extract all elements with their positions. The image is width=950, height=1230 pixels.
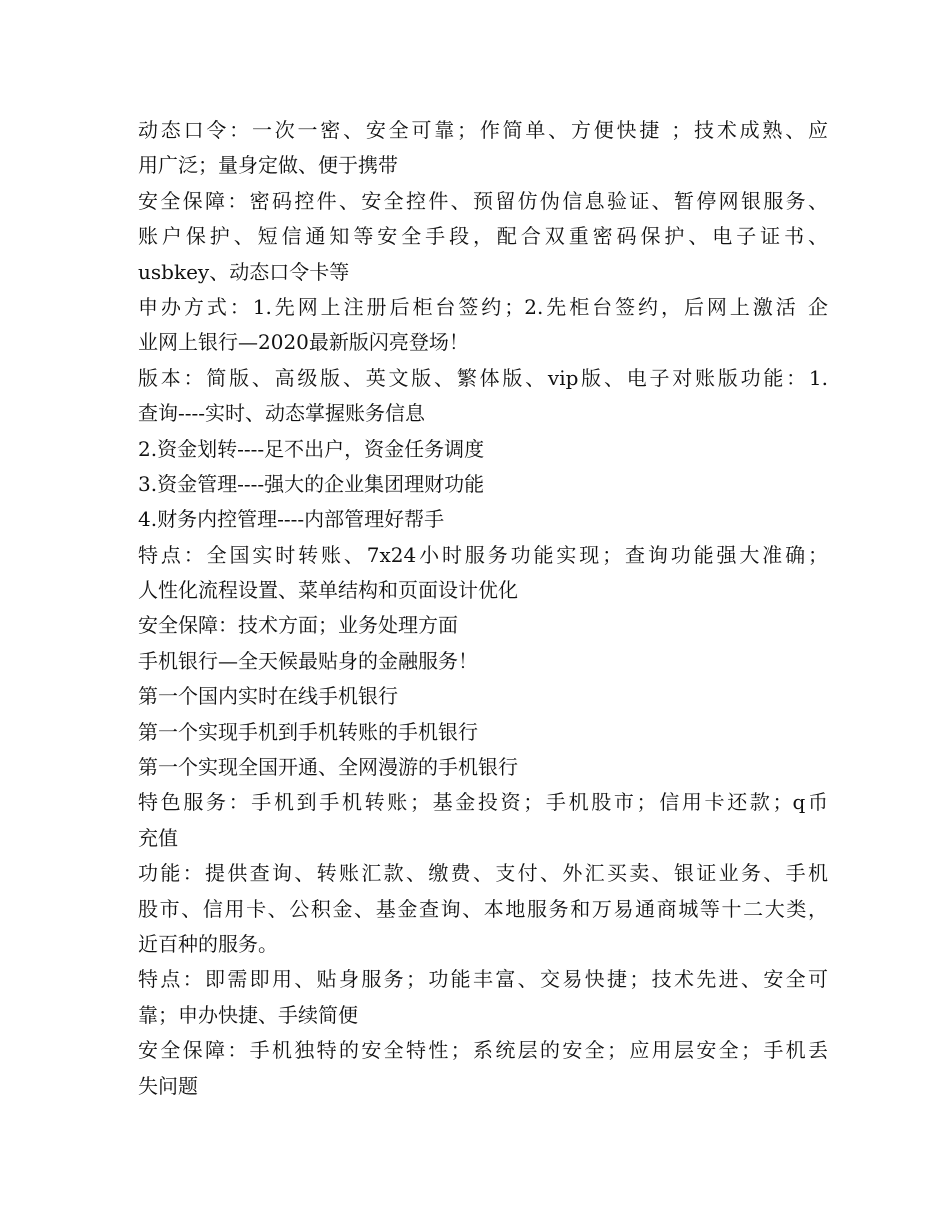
text-line-2: 用广泛；量身定做、便于携带 xyxy=(138,153,398,178)
text-line-11: 3.资金管理----强大的企业集团理财功能 xyxy=(138,471,485,496)
text-line-4: 账户保护、短信通知等安全手段，配合双重密码保护、电子证书、 xyxy=(138,224,828,249)
text-line-3: 安全保障：密码控件、安全控件、预留仿伪信息验证、暂停网银服务、 xyxy=(138,188,828,213)
text-line-20: 特色服务：手机到手机转账；基金投资；手机股市；信用卡还款；q币 xyxy=(138,790,828,815)
text-line-26: 靠；申办快捷、手续简便 xyxy=(138,1002,358,1027)
text-line-18: 第一个实现手机到手机转账的手机银行 xyxy=(138,719,478,744)
text-line-6: 申办方式：1.先网上注册后柜台签约；2.先柜台签约，后网上激活 企 xyxy=(138,294,828,319)
text-line-7: 业网上银行—2020最新版闪亮登场！ xyxy=(138,330,469,355)
text-line-9: 查询----实时、动态掌握账务信息 xyxy=(138,401,426,426)
text-line-22: 功能：提供查询、转账汇款、缴费、支付、外汇买卖、银证业务、手机 xyxy=(138,861,828,886)
text-line-16: 手机银行—全天候最贴身的金融服务！ xyxy=(138,648,478,673)
text-line-27: 安全保障：手机独特的安全特性；系统层的安全；应用层安全；手机丢 xyxy=(138,1038,828,1063)
text-line-24: 近百种的服务。 xyxy=(138,931,278,956)
text-line-13: 特点：全国实时转账、7x24小时服务功能实现；查询功能强大准确； xyxy=(138,542,828,567)
text-line-28: 失问题 xyxy=(138,1073,198,1098)
text-line-5: usbkey、动态口令卡等 xyxy=(138,259,350,284)
document-body xyxy=(138,113,828,1104)
text-line-25: 特点：即需即用、贴身服务；功能丰富、交易快捷；技术先进、安全可 xyxy=(138,967,828,992)
text-line-17: 第一个国内实时在线手机银行 xyxy=(138,684,398,709)
text-line-12: 4.财务内控管理----内部管理好帮手 xyxy=(138,507,445,532)
text-line-10: 2.资金划转----足不出户，资金任务调度 xyxy=(138,436,485,461)
text-line-21: 充值 xyxy=(138,825,178,850)
text-line-14: 人性化流程设置、菜单结构和页面设计优化 xyxy=(138,578,518,603)
text-line-8: 版本：简版、高级版、英文版、繁体版、vip版、电子对账版功能：1. xyxy=(138,365,828,390)
text-line-19: 第一个实现全国开通、全网漫游的手机银行 xyxy=(138,755,518,780)
text-line-1: 动态口令：一次一密、安全可靠；作简单、方便快捷 ；技术成熟、应 xyxy=(138,118,828,142)
text-line-15: 安全保障：技术方面；业务处理方面 xyxy=(138,613,458,638)
text-line-23: 股市、信用卡、公积金、基金查询、本地服务和万易通商城等十二大类， xyxy=(138,896,828,921)
